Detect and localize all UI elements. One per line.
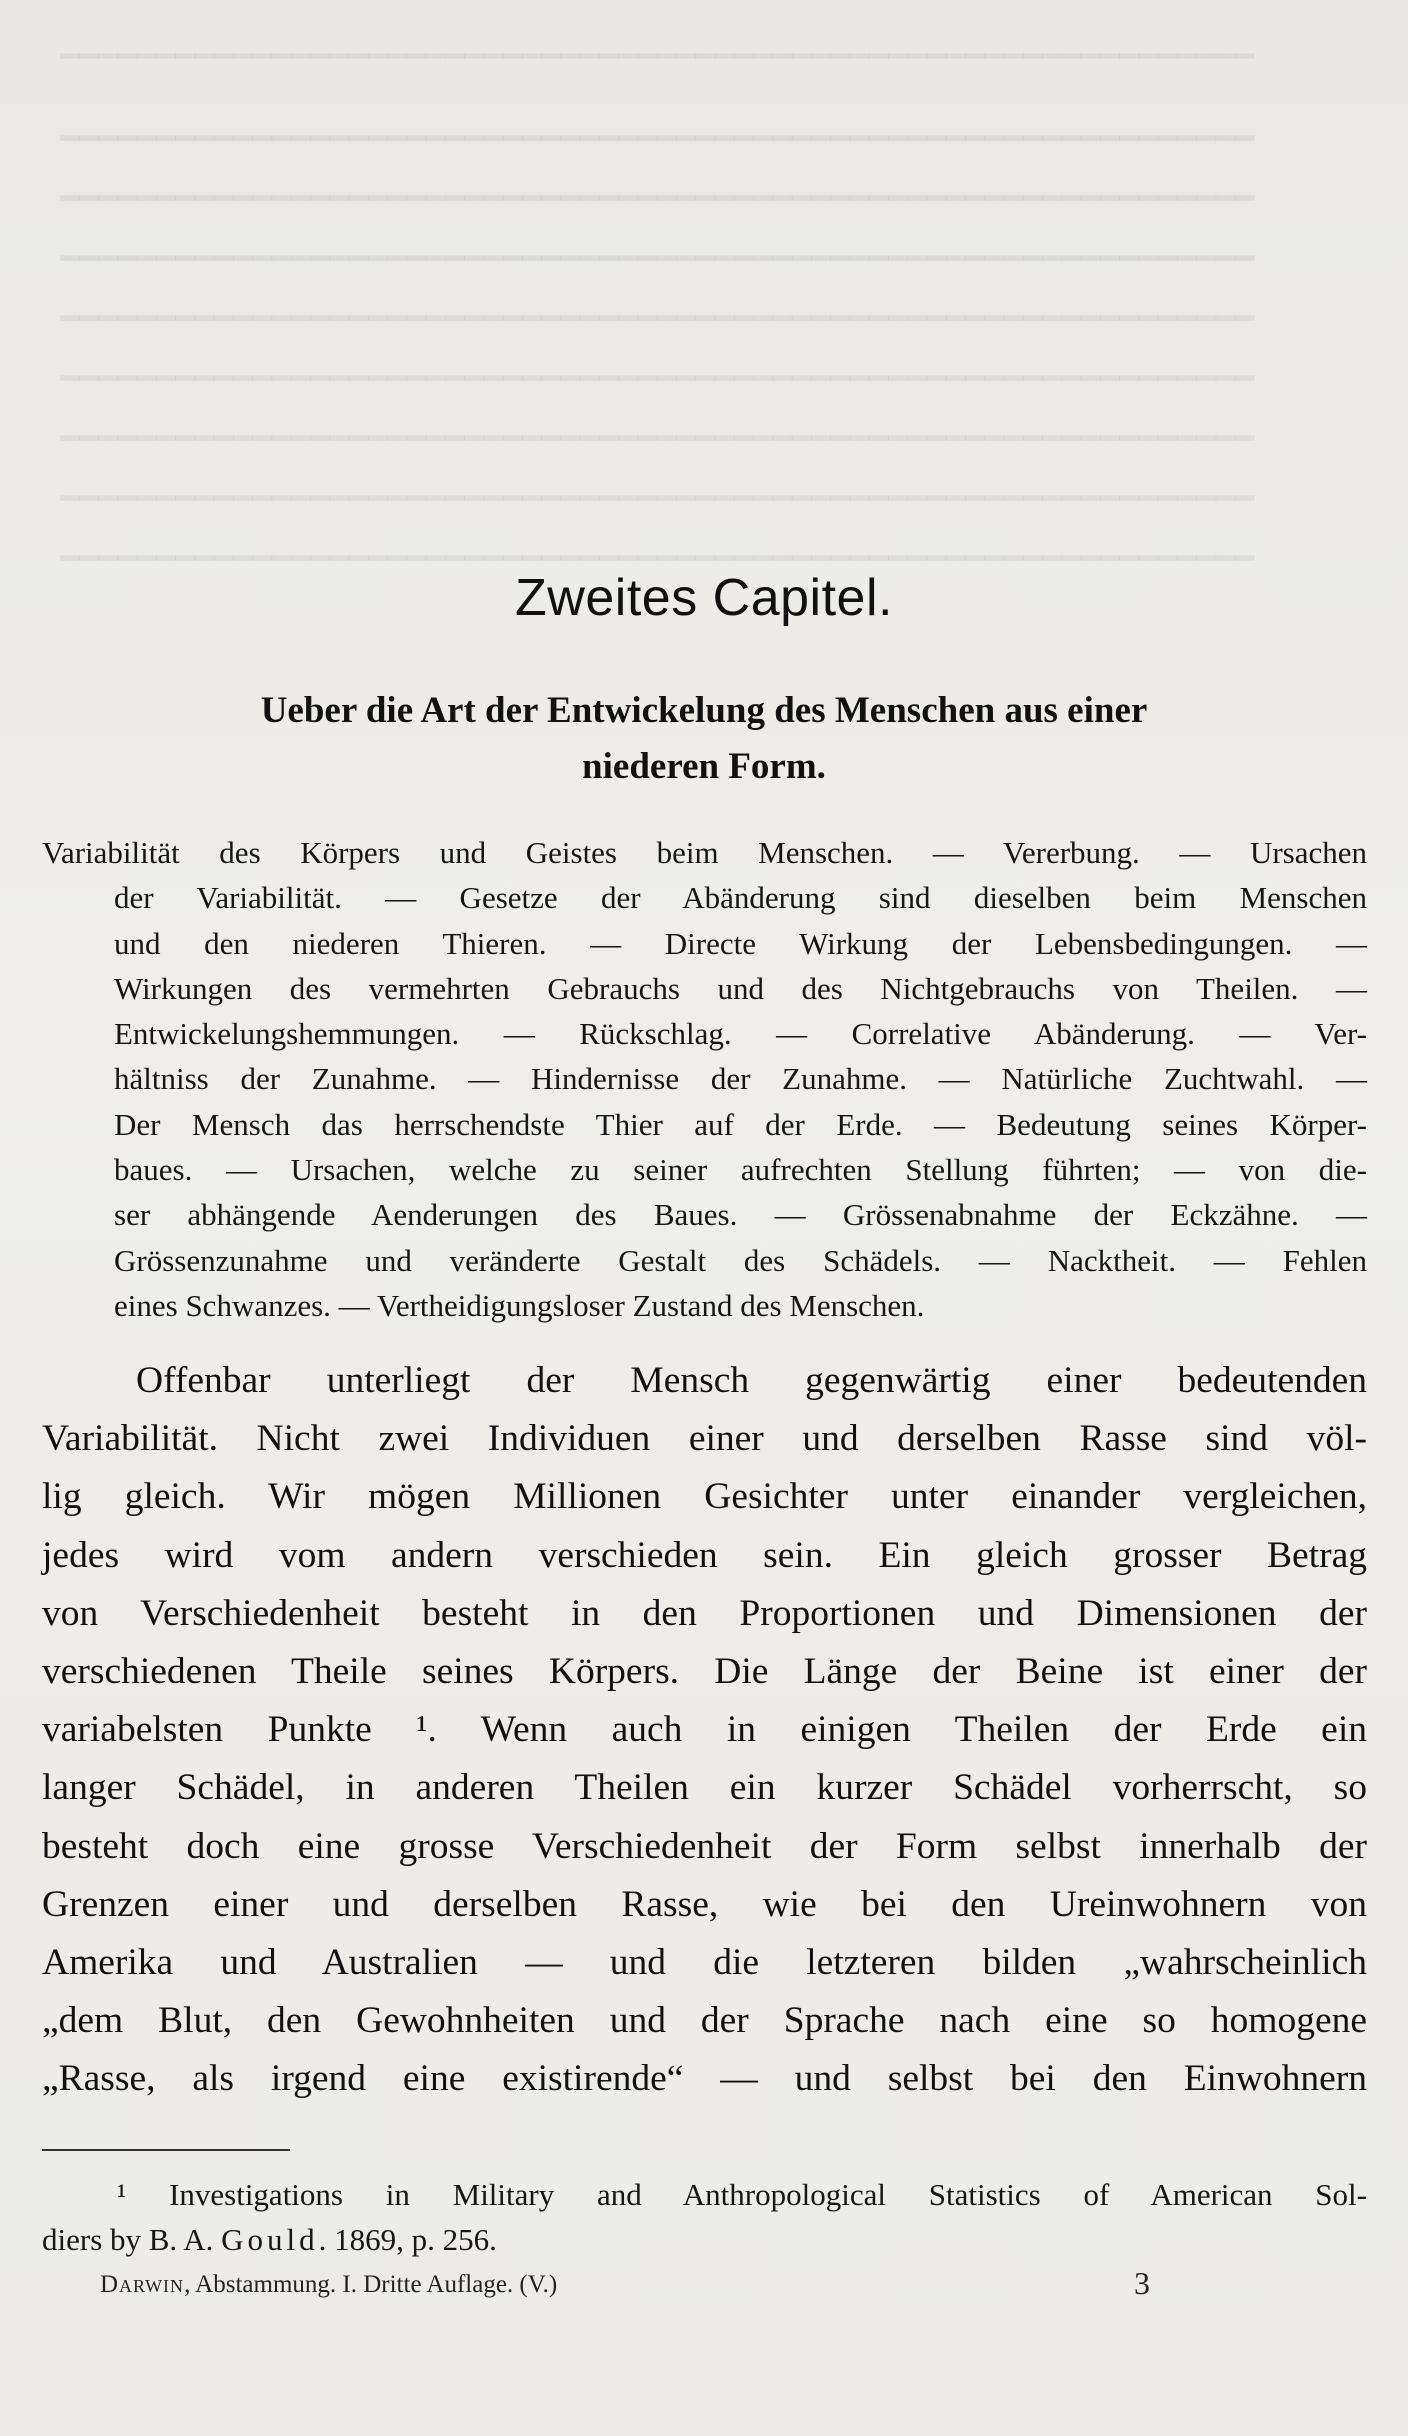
body-line: variabelsten Punkte ¹. Wenn auch in einigen Theilen der Erde ein <box>42 1709 1367 1751</box>
body-line: „Rasse, als irgend eine existirende“ — und selbst bei den Einwohnern <box>42 2058 1367 2100</box>
footer-signature: , Abstammung. I. Dritte Auflage. (V.) <box>184 2271 558 2298</box>
footer-author: Darwin <box>100 2271 185 2298</box>
body-text <box>42 1352 1367 2109</box>
body-line: jedes wird vom andern verschieden sein. Ein gleich grosser Betrag <box>42 1534 1367 1576</box>
page-number: 3 <box>1134 2265 1150 2301</box>
footnote-line <box>42 2217 1367 2262</box>
summary-line: Der Mensch das herrschendste Thier auf der Erde. — Bedeutung seines Körper- <box>114 1106 1367 1142</box>
body-line: Offenbar unterliegt der Mensch gegenwärtig einer bedeutenden <box>136 1360 1367 1401</box>
body-line: lig gleich. Wir mögen Millionen Gesichter unter einander vergleichen, <box>42 1476 1367 1518</box>
footnote <box>42 2172 1367 2262</box>
summary-line: hältniss der Zunahme. — Hindernisse der Zunahme. — Natürliche Zuchtwahl. — <box>114 1061 1367 1097</box>
chapter-summary <box>42 830 1367 1328</box>
footnote-text-suffix: . 1869, p. 256. <box>318 2222 497 2257</box>
body-line: besteht doch eine grosse Verschiedenheit der Form selbst innerhalb der <box>42 1825 1367 1867</box>
summary-line: Grössenzunahme und veränderte Gestalt des Schädels. — Nacktheit. — Fehlen <box>114 1242 1367 1278</box>
body-line: Variabilität. Nicht zwei Individuen einer und derselben Rasse sind völ- <box>42 1418 1367 1460</box>
body-line: Amerika und Australien — und die letzteren bilden „wahrscheinlich <box>42 1942 1367 1984</box>
summary-line: eines Schwanzes. — Vertheidigungsloser Zustand des Menschen. <box>114 1287 925 1323</box>
summary-line: Variabilität des Körpers und Geistes beim Menschen. — Vererbung. — Ursachen <box>42 835 1367 870</box>
chapter-subtitle <box>90 683 1318 795</box>
chapter-title: Zweites Capitel. <box>515 569 893 627</box>
bleed-through-text: ━━━━━━━━━━━━━━━━━━━━━━━━━━━━━━━━━━━━━━━━━━━━━━━━━━━━━━━━━━━━━━ ━━━━━━━━━━━━━━━━━━━━━━━━━━━━━━━━━━━━━━━━━━━━━━━━━━━━━━━━━━━━━━ ━━━━━━━━━━━━━━━━━━━━━━━━━━━━━━━━━━━━━━━━━━━━━━━━━━━━━━━━━━━━━━ ━━━━━━━━━━━━━━━━━━━━━━━━━━━━━━━━━━━━━━━━━━━━━━━━━━━━━━━━━━━━━━ ━━━━━━━━━━━━━━━━━━━━━━━━━━━━━━━━━━━━━━━━━━━━━━━━━━━━━━━━━━━━━━ ━━━━━━━━━━━━━━━━━━━━━━━━━━━━━━━━━━━━━━━━━━━━━━━━━━━━━━━━━━━━━━ ━━━━━━━━━━━━━━━━━━━━━━━━━━━━━━━━━━━━━━━━━━━━━━━━━━━━━━━━━━━━━━ ━━━━━━━━━━━━━━━━━━━━━━━━━━━━━━━━━━━━━━━━━━━━━━━━━━━━━━━━━━━━━━ ━━━━━━━━━━━━━━━━━━━━━━━━━━━━━━━━━━━━━━━━━━━━━━━━━━━━━━━━━━━━━━ <box>60 38 1255 576</box>
subtitle-line: niederen Form. <box>582 746 826 787</box>
footnote-marker: ¹ <box>117 2177 127 2212</box>
body-line: langer Schädel, in anderen Theilen ein kurzer Schädel vorherrscht, so <box>42 1767 1367 1809</box>
footnote-line <box>42 2172 1367 2217</box>
body-line: Grenzen einer und derselben Rasse, wie bei den Ureinwohnern von <box>42 1883 1367 1925</box>
summary-line: Entwickelungshemmungen. — Rückschlag. — Correlative Abänderung. — Ver- <box>114 1016 1367 1052</box>
summary-line: der Variabilität. — Gesetze der Abänderung sind dieselben beim Menschen <box>114 880 1367 916</box>
summary-line: Wirkungen des vermehrten Gebrauchs und des Nichtgebrauchs von Theilen. — <box>114 970 1367 1006</box>
summary-line: baues. — Ursachen, welche zu seiner aufrechten Stellung führten; — von die- <box>114 1152 1367 1188</box>
summary-line: und den niederen Thieren. — Directe Wirkung der Lebensbedingungen. — <box>114 925 1367 961</box>
footnote-divider <box>42 2149 290 2151</box>
footnote-text-prefix: diers by B. A. <box>42 2222 222 2257</box>
body-line: „dem Blut, den Gewohnheiten und der Sprache nach eine so homogene <box>42 2000 1367 2042</box>
body-line: von Verschiedenheit besteht in den Proportionen und Dimensionen der <box>42 1592 1367 1634</box>
footnote-text: Investigations in Military and Anthropological Statistics of American Sol- <box>169 2177 1367 2212</box>
subtitle-line: Ueber die Art der Entwickelung des Menschen aus einer <box>260 690 1148 731</box>
footnote-author: Gould <box>221 2222 319 2257</box>
body-line: verschiedenen Theile seines Körpers. Die Länge der Beine ist einer der <box>42 1651 1367 1693</box>
page-footer <box>100 2265 1190 2301</box>
summary-line: ser abhängende Aenderungen des Baues. — Grössenabnahme der Eckzähne. — <box>114 1197 1367 1233</box>
